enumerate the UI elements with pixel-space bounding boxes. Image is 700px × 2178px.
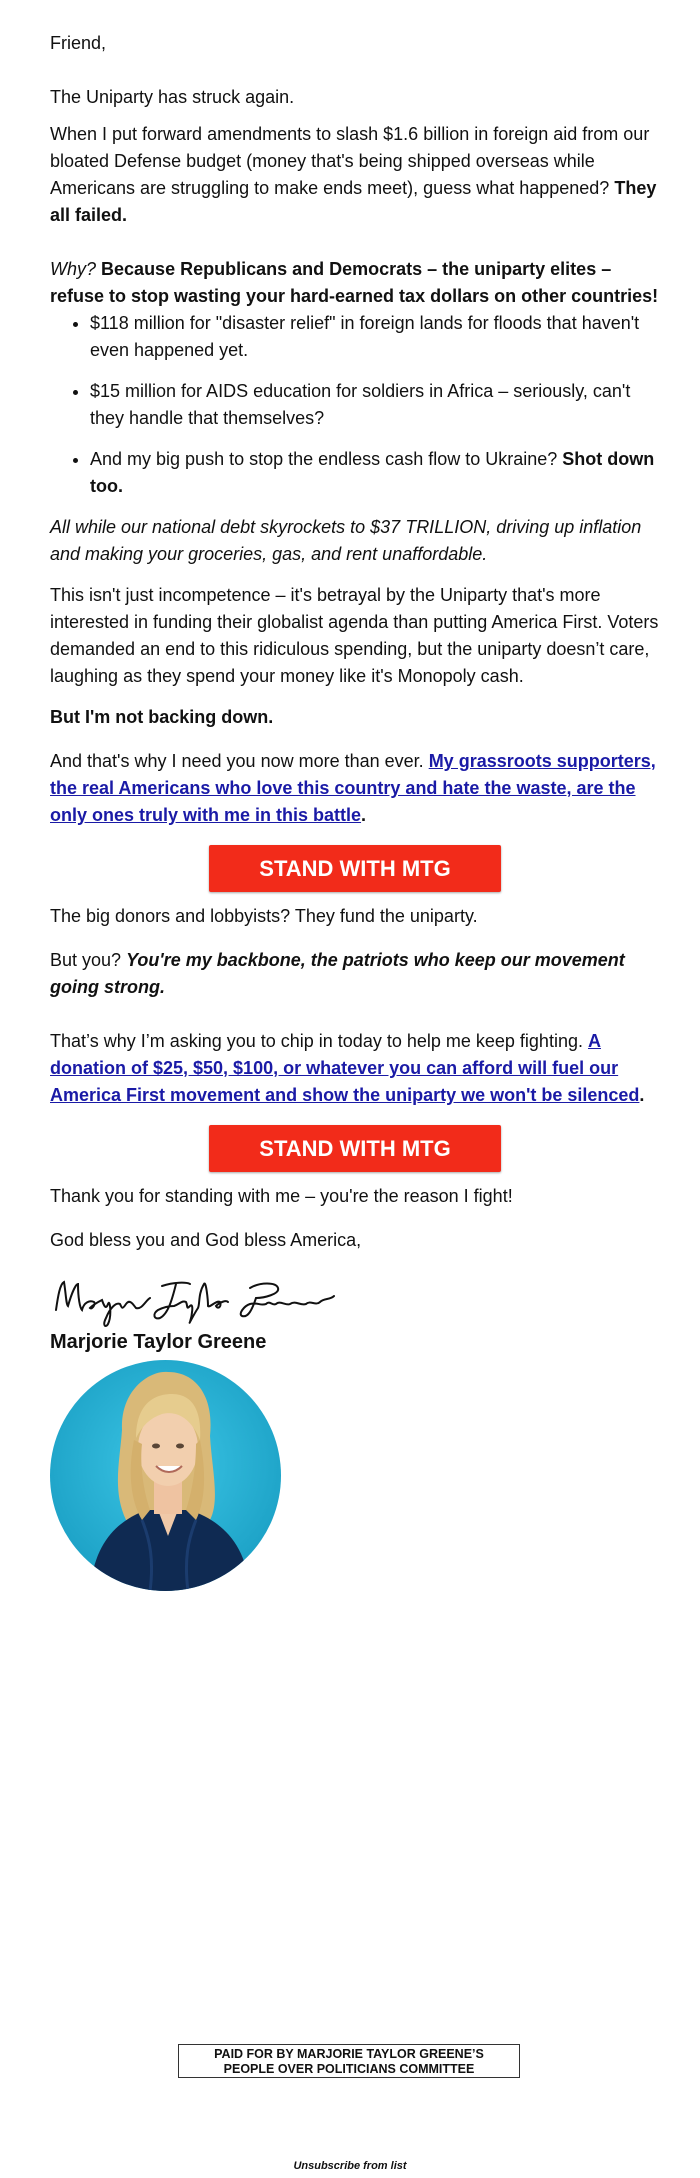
amendments-text: When I put forward amendments to slash $1.6 billion in foreign aid from our bloated Defense budget (money that's being shipped overseas while Americans are struggling to make ends meet), guess what happened?: [50, 124, 650, 198]
chip-in-text: That’s why I’m asking you to chip in today to help me keep fighting.: [50, 1031, 583, 1051]
thanks-line: Thank you for standing with me – you're the reason I fight!: [50, 1186, 513, 1206]
cta-container-2: [50, 1125, 660, 1172]
paid-for-disclaimer: [178, 2044, 520, 2078]
intro-line: The Uniparty has struck again.: [50, 87, 295, 107]
greeting: Friend,: [50, 33, 107, 53]
why-text: Because Republicans and Democrats – the uniparty elites – refuse to stop wasting your hard-earned tax dollars on other countries!: [50, 259, 659, 306]
list-item: • $15 million for AIDS education for soldiers in Africa – seriously, can't they handle that themselves?: [90, 378, 660, 432]
blessing-line: God bless you and God bless America,: [50, 1230, 362, 1250]
backbone-lead: But you?: [50, 950, 122, 970]
need-you-text: And that's why I need you now more than ever.: [50, 751, 424, 771]
signer-photo: [50, 1360, 281, 1591]
not-backing-down: But I'm not backing down.: [50, 707, 274, 727]
betrayal-paragraph: This isn't just incompetence – it's betrayal by the Uniparty that's more interested in funding their globalist agenda than putting America First. Voters demanded an end to this ridiculous spending, but the uniparty doesn’t care, laughing as they spend your money like it's Monopoly cash.: [50, 585, 659, 686]
list-item: • $118 million for "disaster relief" in foreign lands for floods that haven't even happened yet.: [90, 310, 660, 364]
donors-line: The big donors and lobbyists? They fund the uniparty.: [50, 906, 478, 926]
why-lead: Why?: [50, 259, 97, 279]
disclaimer-line-1: PAID FOR BY MARJORIE TAYLOR GREENE’S: [214, 2047, 484, 2061]
backbone-paragraph: [50, 947, 660, 1001]
signature-image: [50, 1270, 340, 1328]
waste-list: [50, 310, 660, 500]
disclaimer-line-2: PEOPLE OVER POLITICIANS COMMITTEE: [223, 2062, 475, 2076]
unsubscribe-link[interactable]: Unsubscribe from list: [293, 2160, 407, 2172]
why-paragraph: [50, 256, 660, 310]
donation-link[interactable]: A donation of $25, $50, $100, or whatever you can afford will fuel our America First movement and show the uniparty we won't be silenced: [50, 1031, 640, 1105]
backbone-text: You're my backbone, the patriots who keep our movement going strong.: [50, 950, 625, 997]
debt-paragraph: All while our national debt skyrockets to $37 TRILLION, driving up inflation and making your groceries, gas, and rent unaffordable.: [50, 517, 642, 564]
stand-with-mtg-button[interactable]: STAND WITH MTG: [209, 1125, 501, 1172]
list-item: • And my big push to stop the endless cash flow to Ukraine? Shot down too.: [90, 446, 660, 500]
cta-container-1: [50, 845, 660, 892]
handwritten-signature: [50, 1270, 660, 1328]
portrait-avatar: [50, 1360, 281, 1591]
shot-down-emphasis: Shot down too.: [90, 449, 655, 496]
signer-name: Marjorie Taylor Greene: [50, 1331, 267, 1353]
need-you-paragraph: And that's why I need you now more than ever. My grassroots supporters, the real Americans who love this country and hate the waste, are the only ones truly with me in this battle.: [50, 751, 656, 825]
amendments-emphasis: They all failed.: [50, 178, 657, 225]
stand-with-mtg-button[interactable]: STAND WITH MTG: [209, 845, 501, 892]
unsubscribe-container: [0, 2160, 700, 2172]
amendments-paragraph: [50, 121, 660, 229]
email-body: [50, 0, 660, 1591]
grassroots-link[interactable]: My grassroots supporters, the real Americans who love this country and hate the waste, are the only ones truly with me in this battle: [50, 751, 656, 825]
chip-in-paragraph: That’s why I’m asking you to chip in today to help me keep fighting. A donation of $25, $50, $100, or whatever you can afford will fuel our America First movement and show the uniparty we won't be silenced.: [50, 1031, 645, 1105]
